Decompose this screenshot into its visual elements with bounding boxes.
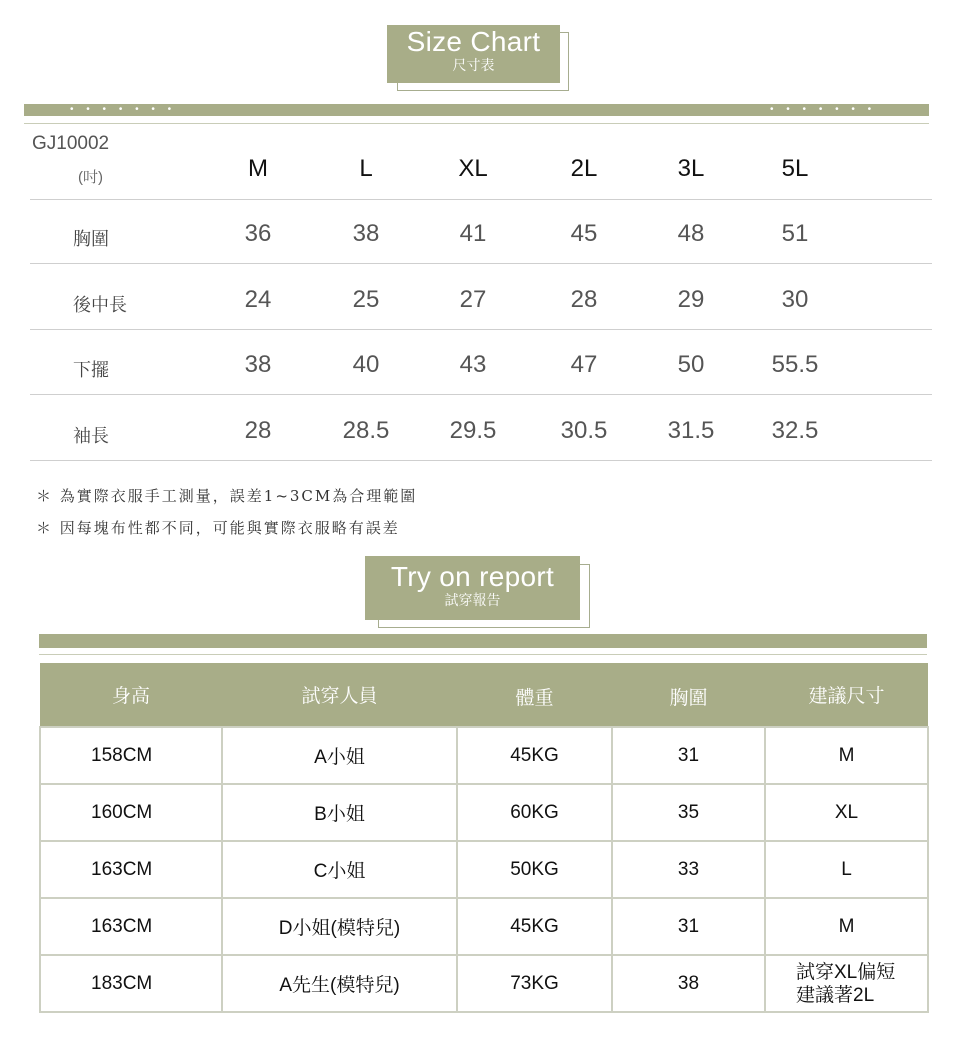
- row-label-back-length: 後中長: [73, 295, 127, 315]
- suggest-note-line-1: 試穿XL偏短: [796, 961, 896, 983]
- cell-suggest: [765, 955, 928, 1012]
- suggest-note-line-2: 建議著2L: [796, 984, 875, 1006]
- product-code: GJ10002: [32, 133, 110, 154]
- sleeve-2l: 30.5: [560, 417, 608, 444]
- size-chart-subtitle: 尺寸表: [452, 57, 495, 73]
- cell-weight: 45KG: [457, 727, 612, 784]
- hem-m: 38: [244, 351, 272, 378]
- chest-xl: 41: [459, 220, 487, 247]
- header-height: 身高: [40, 663, 222, 727]
- chest-3l: 48: [677, 220, 705, 247]
- size-header-m: M: [248, 155, 268, 182]
- back-length-2l: 28: [570, 286, 598, 313]
- sleeve-3l: 31.5: [667, 417, 715, 444]
- cell-person: C小姐: [222, 841, 457, 898]
- unit-label: (吋): [78, 169, 103, 186]
- chest-2l: 45: [570, 220, 598, 247]
- chest-5l: 51: [781, 220, 809, 247]
- fabric-note: ＊ 因每塊布性都不同，可能與實際衣服略有誤差: [36, 519, 400, 537]
- size-header-xl: XL: [458, 155, 488, 182]
- cell-person: B小姐: [222, 784, 457, 841]
- right-dots: • • • • • • •: [770, 104, 877, 115]
- hem-l: 40: [352, 351, 380, 378]
- row-label-sleeve: 袖長: [73, 426, 109, 446]
- row-divider: [30, 199, 932, 200]
- cell-chest: 31: [612, 898, 765, 955]
- hem-5l: 55.5: [771, 351, 819, 378]
- try-on-title: Try on report: [390, 561, 555, 592]
- row-divider: [30, 263, 932, 264]
- table-header-row: [40, 663, 928, 727]
- try-on-thin-line: [39, 654, 927, 655]
- cell-height: 183CM: [40, 955, 222, 1012]
- row-divider: [30, 394, 932, 395]
- row-divider: [30, 329, 932, 330]
- size-chart-badge: [387, 25, 569, 91]
- sleeve-m: 28: [244, 417, 272, 444]
- cell-suggest: M: [765, 727, 928, 784]
- cell-person: A小姐: [222, 727, 457, 784]
- header-suggest: 建議尺寸: [765, 663, 928, 727]
- sleeve-xl: 29.5: [449, 417, 497, 444]
- size-chart-thin-line: [24, 123, 929, 124]
- table-row: [40, 898, 928, 955]
- cell-suggest: M: [765, 898, 928, 955]
- chest-m: 36: [244, 220, 272, 247]
- try-on-divider-bar: [39, 634, 927, 648]
- left-dots: • • • • • • •: [70, 104, 177, 115]
- cell-chest: 31: [612, 727, 765, 784]
- cell-height: 163CM: [40, 841, 222, 898]
- back-length-5l: 30: [781, 286, 809, 313]
- size-header-3l: 3L: [677, 155, 705, 182]
- cell-person: D小姐(模特兒): [222, 898, 457, 955]
- header-chest: 胸圍: [612, 663, 765, 727]
- size-header-2l: 2L: [570, 155, 598, 182]
- row-label-hem: 下擺: [73, 360, 109, 380]
- header-weight: 體重: [457, 663, 612, 727]
- cell-weight: 45KG: [457, 898, 612, 955]
- measurement-note: ＊ 為實際衣服手工測量，誤差1~3CM為合理範圍: [36, 487, 418, 505]
- try-on-title-box: [365, 556, 580, 620]
- size-chart-title: Size Chart: [406, 26, 541, 57]
- back-length-m: 24: [244, 286, 272, 313]
- sleeve-l: 28.5: [342, 417, 390, 444]
- row-label-chest: 胸圍: [73, 229, 109, 249]
- cell-height: 163CM: [40, 898, 222, 955]
- size-header-l: L: [359, 155, 373, 182]
- back-length-l: 25: [352, 286, 380, 313]
- try-on-table: [39, 663, 929, 1013]
- size-header-5l: 5L: [781, 155, 809, 182]
- hem-xl: 43: [459, 351, 487, 378]
- cell-chest: 33: [612, 841, 765, 898]
- sleeve-5l: 32.5: [771, 417, 819, 444]
- cell-person: A先生(模特兒): [222, 955, 457, 1012]
- cell-weight: 73KG: [457, 955, 612, 1012]
- back-length-xl: 27: [459, 286, 487, 313]
- cell-chest: 35: [612, 784, 765, 841]
- back-length-3l: 29: [677, 286, 705, 313]
- cell-weight: 50KG: [457, 841, 612, 898]
- table-row: [40, 784, 928, 841]
- cell-suggest: L: [765, 841, 928, 898]
- hem-3l: 50: [677, 351, 705, 378]
- cell-suggest: XL: [765, 784, 928, 841]
- table-row: [40, 727, 928, 784]
- cell-height: 160CM: [40, 784, 222, 841]
- try-on-subtitle: 試穿報告: [444, 592, 501, 608]
- size-chart-title-box: [387, 25, 560, 83]
- header-person: 試穿人員: [222, 663, 457, 727]
- table-row: [40, 841, 928, 898]
- cell-height: 158CM: [40, 727, 222, 784]
- chest-l: 38: [352, 220, 380, 247]
- hem-2l: 47: [570, 351, 598, 378]
- table-row: [40, 955, 928, 1012]
- row-divider: [30, 460, 932, 461]
- try-on-badge: [365, 556, 591, 628]
- cell-weight: 60KG: [457, 784, 612, 841]
- cell-chest: 38: [612, 955, 765, 1012]
